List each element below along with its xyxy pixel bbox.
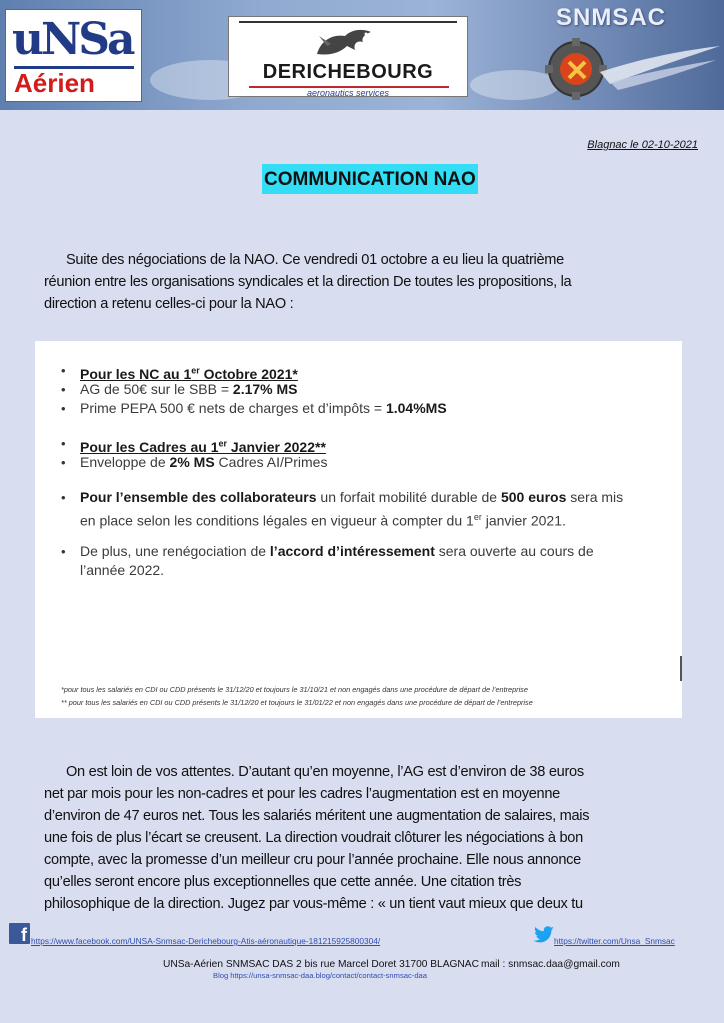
nc-ag-value: 2.17% MS bbox=[232, 381, 298, 397]
cadres-heading-sup: er bbox=[218, 438, 228, 448]
body-line-text: On est loin de vos attentes. D’autant qu’en moyenne, l’AG est d’environ de 38 euros bbox=[66, 764, 584, 780]
derichebourg-name: DERICHEBOURG bbox=[262, 61, 434, 83]
footer-blog[interactable]: Blog https://unsa-snmsac-daa.blog/contact/contact-snmsac-daa bbox=[213, 971, 428, 980]
cadres-env-text-end: Cadres AI/Primes bbox=[214, 454, 328, 470]
intro-line: réunion entre les organisations syndicales et la direction De toutes les propositions, la bbox=[44, 274, 572, 290]
proposals-box bbox=[35, 341, 682, 718]
wing-icon bbox=[600, 42, 720, 92]
intro-line: direction a retenu celles-ci pour la NAO : bbox=[44, 296, 294, 312]
interessement-text-end: sera ouverte au cours de bbox=[434, 543, 594, 559]
box-edge-mark bbox=[680, 656, 682, 681]
griffon-icon bbox=[311, 26, 377, 60]
body-line: net par mois pour les non-cadres et pour les cadres l’augmentation est en moyenne bbox=[44, 786, 560, 802]
page-title: COMMUNICATION NAO bbox=[262, 164, 478, 194]
nc-heading-text: Pour les NC au 1 bbox=[80, 365, 192, 382]
cadres-env-text: Enveloppe de bbox=[80, 454, 170, 470]
unsa-aerien-logo bbox=[5, 9, 142, 102]
logo-top-rule bbox=[239, 21, 457, 23]
cadres-env-value: 2% MS bbox=[169, 454, 215, 470]
nc-ag-item bbox=[80, 381, 298, 399]
cadres-heading-text: Pour les Cadres au 1 bbox=[80, 438, 219, 455]
mobilite-item bbox=[80, 489, 623, 507]
footnote-2: ** pour tous les salariés en CDI ou CDD présents le 31/12/20 et toujours le 31/01/22 et non engagés dans une procédure de départ de l’entreprise bbox=[61, 698, 533, 707]
mobilite-text: un forfait mobilité durable de bbox=[316, 489, 501, 505]
mobilite-line2-text: en place selon les conditions légales en vigueur à compter du 1 bbox=[80, 512, 474, 529]
body-line: qu’elles seront encore plus exceptionnelles que cette année. Une citation très bbox=[44, 874, 522, 890]
body-paragraph bbox=[44, 761, 664, 915]
intro-paragraph bbox=[44, 249, 664, 315]
mobilite-sup: er bbox=[473, 512, 482, 522]
intro-line bbox=[44, 249, 664, 271]
unsa-logo-sub: Aérien bbox=[14, 68, 95, 98]
mobilite-bold-2: 500 euros bbox=[500, 489, 567, 505]
mobilite-bold-1: Pour l’ensemble des collaborateurs bbox=[80, 489, 317, 505]
twitter-link[interactable]: https://twitter.com/Unsa_Snmsac bbox=[554, 936, 675, 946]
nc-pepa-value: 1.04%MS bbox=[385, 400, 447, 416]
snmsac-logo-text: SNMSAC bbox=[556, 4, 667, 31]
derichebourg-tagline: aeronautics services bbox=[306, 88, 390, 98]
body-line: philosophique de la direction. Jugez par vous-même : « un tient vaut mieux que deux tu bbox=[44, 896, 583, 912]
footer-address: UNSa-Aérien SNMSAC DAS 2 bis rue Marcel Doret 31700 BLAGNAC bbox=[163, 959, 479, 970]
interessement-item bbox=[80, 543, 594, 561]
twitter-icon[interactable] bbox=[533, 926, 555, 944]
facebook-icon[interactable]: f bbox=[9, 923, 30, 944]
facebook-link[interactable]: https://www.facebook.com/UNSA-Snmsac-Derichebourg-Atis-aéronautique-181215925800304/ bbox=[31, 936, 381, 946]
derichebourg-logo bbox=[228, 16, 468, 97]
footnote-1: *pour tous les salariés en CDI ou CDD présents le 31/12/20 et toujours le 31/10/21 et non engagés dans une procédure de départ de l’entreprise bbox=[61, 685, 528, 694]
header-banner bbox=[0, 0, 724, 110]
body-line bbox=[44, 761, 664, 783]
document-date: Blagnac le 02-10-2021 bbox=[587, 139, 698, 151]
cadres-heading bbox=[80, 435, 326, 456]
interessement-bold: l’accord d’intéressement bbox=[269, 543, 435, 559]
interessement-text: De plus, une renégociation de bbox=[80, 543, 270, 559]
gear-icon bbox=[545, 38, 607, 100]
body-line: une fois de plus l’écart se creusent. La direction voudrait clôturer les négociations à bon bbox=[44, 830, 583, 846]
body-line: compte, avec la promesse d’un meilleur cru pour l’année prochaine. Elle nous annonce bbox=[44, 852, 581, 868]
mobilite-line2-end: janvier 2021. bbox=[481, 512, 566, 529]
body-line: d’environ de 47 euros net. Tous les salariés méritent une augmentation de salaires, mais bbox=[44, 808, 590, 824]
nc-pepa-item bbox=[80, 400, 447, 418]
nc-pepa-text: Prime PEPA 500 € nets de charges et d’impôts = bbox=[80, 400, 386, 416]
intro-line-text: Suite des négociations de la NAO. Ce vendredi 01 octobre a eu lieu la quatrième bbox=[66, 252, 564, 268]
nc-heading-text-end: Octobre 2021* bbox=[199, 365, 298, 382]
footer-mail: mail : snmsac.daa@gmail.com bbox=[481, 959, 620, 970]
nc-heading bbox=[80, 362, 298, 383]
mobilite-text-end: sera mis bbox=[566, 489, 624, 505]
interessement-line-2: l’année 2022. bbox=[80, 562, 165, 578]
nc-ag-text: AG de 50€ sur le SBB = bbox=[80, 381, 233, 397]
mobilite-line-2 bbox=[80, 509, 566, 530]
cadres-env-item bbox=[80, 454, 327, 472]
cadres-heading-text-end: Janvier 2022** bbox=[227, 438, 326, 455]
nc-heading-sup: er bbox=[191, 365, 200, 375]
unsa-logo-mark: uNSa bbox=[12, 14, 133, 65]
